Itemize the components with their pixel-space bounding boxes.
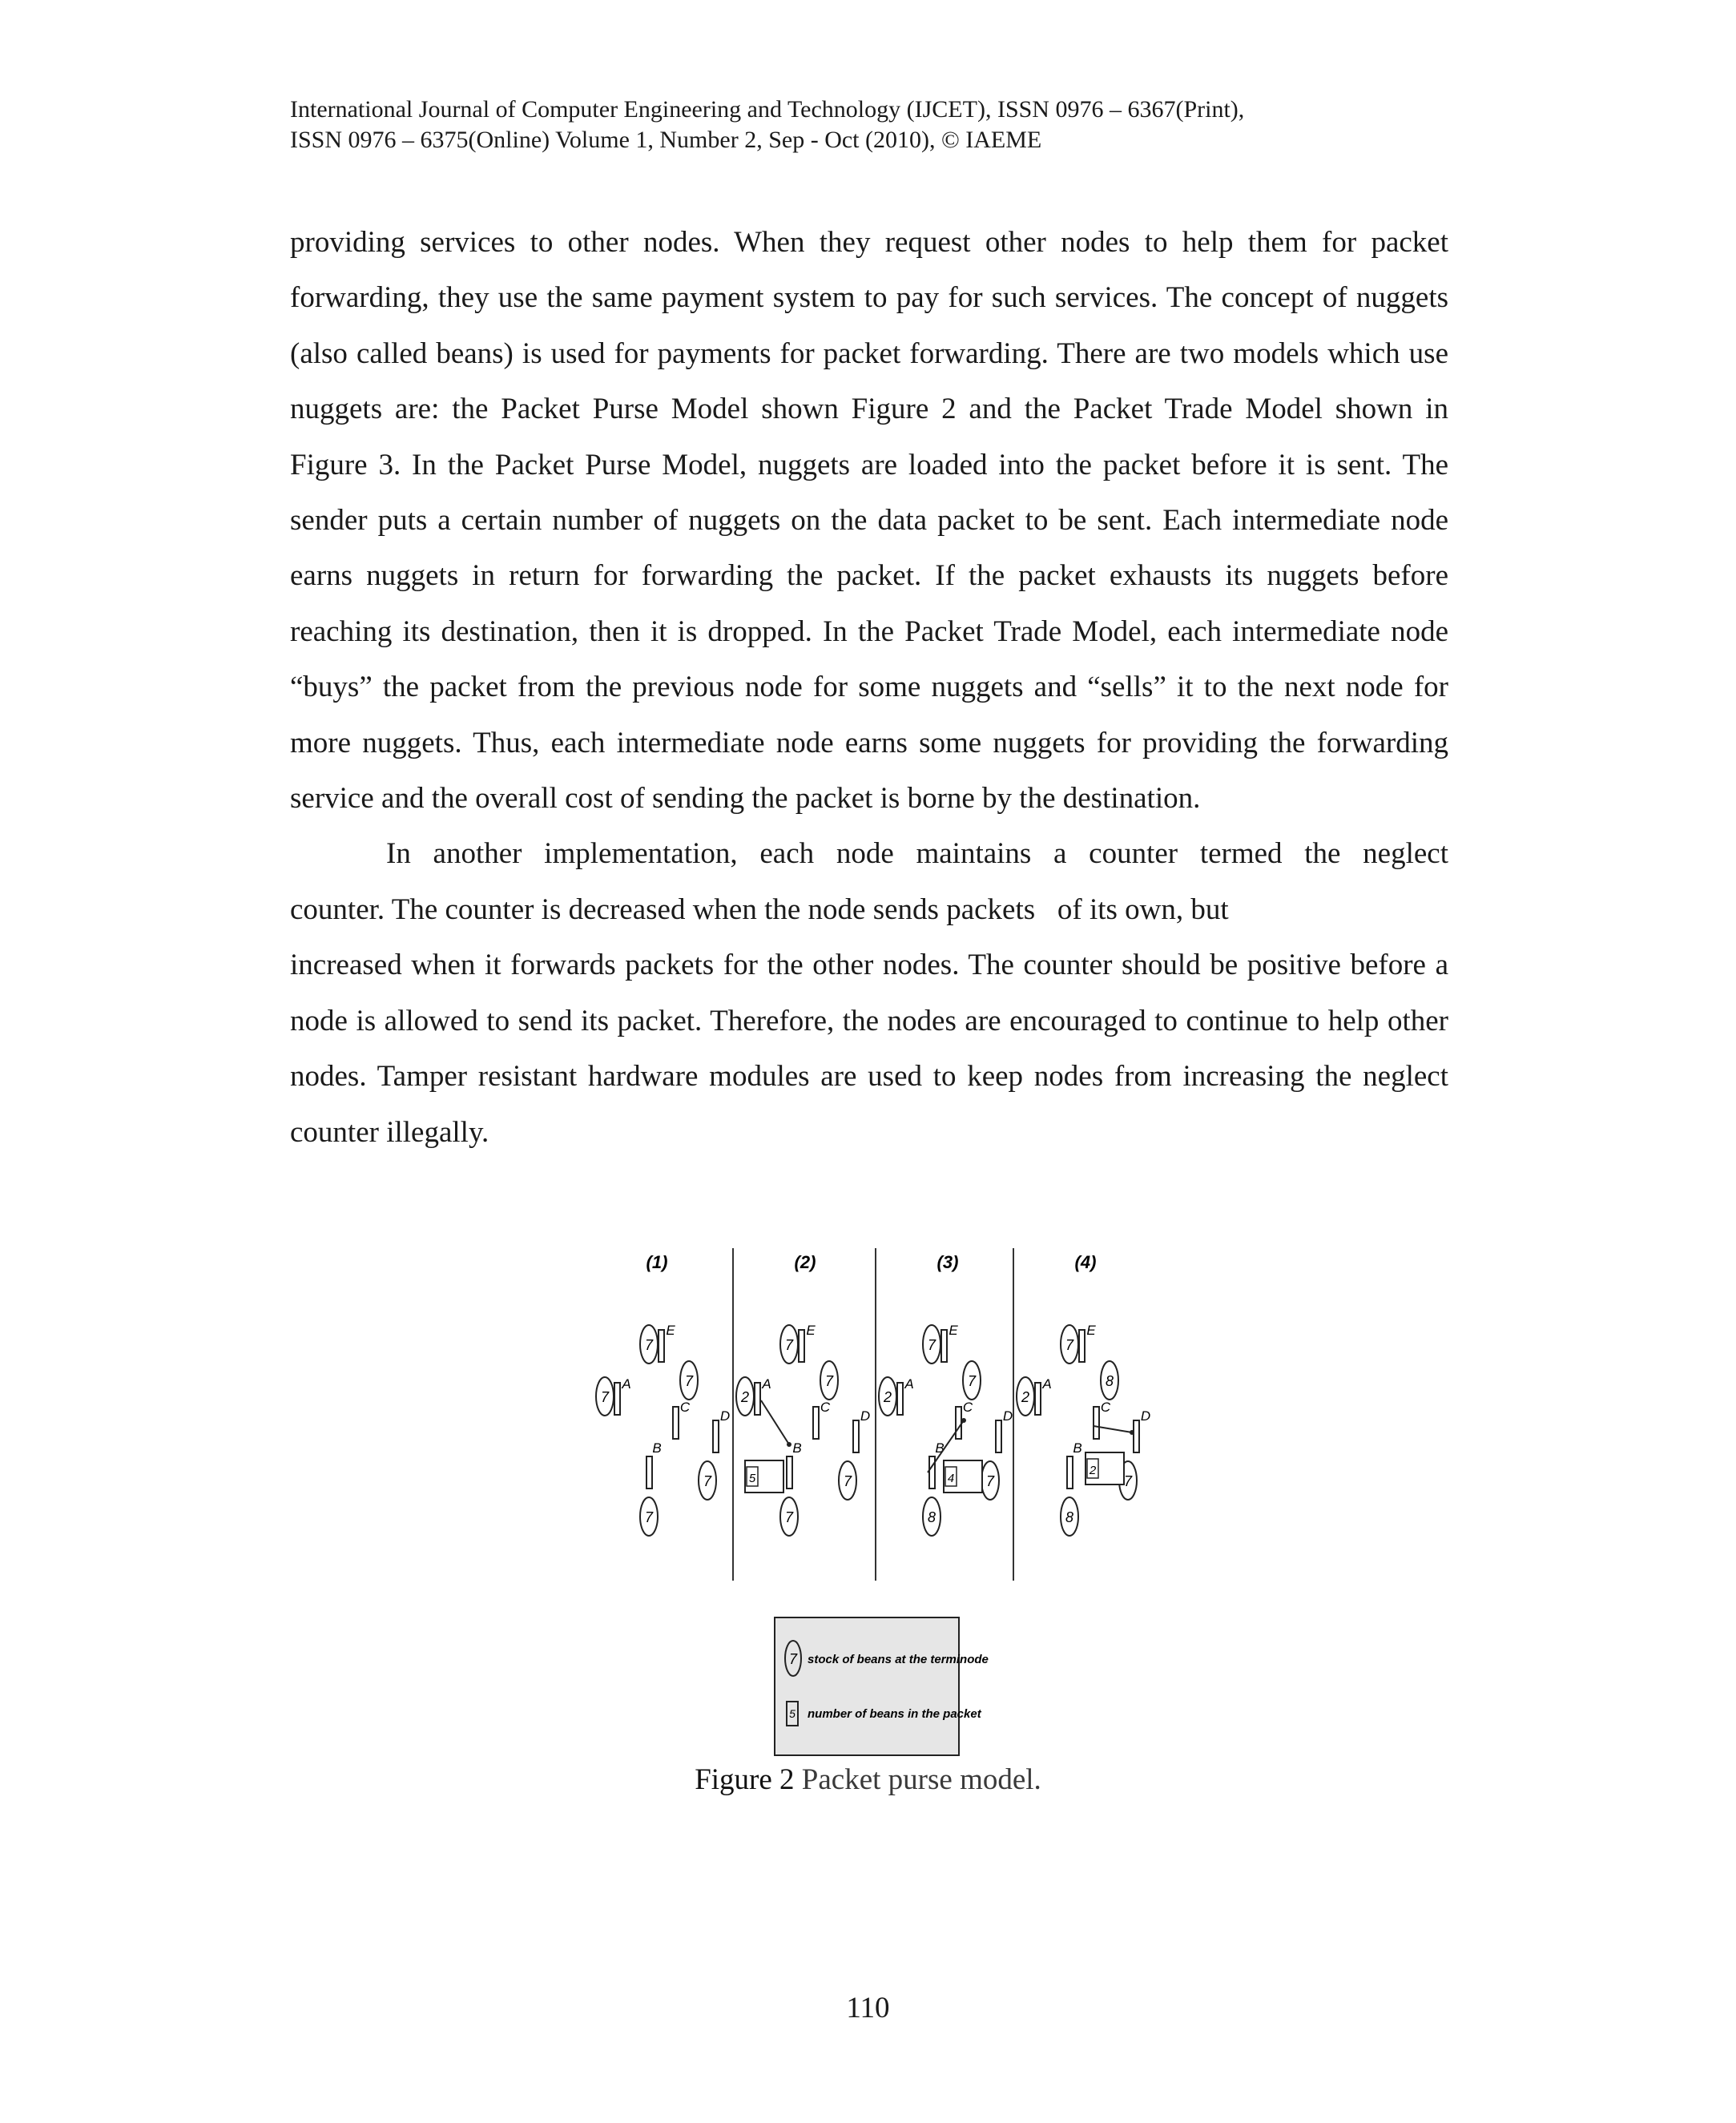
legend-box-value: 5 <box>789 1707 795 1720</box>
node-name: E <box>806 1323 816 1338</box>
node-bean-count: 7 <box>985 1473 995 1489</box>
node-name: E <box>1086 1323 1096 1338</box>
packet-bean-count: 4 <box>947 1472 955 1485</box>
node-bean-count: 7 <box>843 1473 852 1489</box>
node-bean-count: 8 <box>1065 1509 1074 1525</box>
diagram-panel <box>1017 1252 1150 1536</box>
header-line-2: ISSN 0976 – 6375(Online) Volume 1, Number 2, Sep - Oct (2010), © IAEME <box>290 127 1042 153</box>
node-name: D <box>860 1408 871 1424</box>
node-name: E <box>949 1323 958 1338</box>
paragraph-1: providing services to other nodes. When they request other nodes to help them for packet forwarding, they use the same payment system to pay for such services. The concept of nuggets (also called beans) is used for payments for packet forwarding. There are two models which use nuggets are: the Packet Purse Model shown Figure 2 and the Packet Trade Model shown in Figure 3. In the Packet Purse Model, nuggets are loaded into the packet before it is sent. The sender puts a certain number of nuggets on the data packet to be sent. Each intermediate node earns nuggets in return for forwarding the packet. If the packet exhausts its nuggets before reaching its destination, then it is dropped. In the Packet Trade Model, each intermediate node “buys” the packet from the previous node for some nuggets and “sells” it to the next node for more nuggets. Thus, each intermediate node earns some nuggets for providing the forwarding service and the overall cost of sending the packet is borne by the destination. <box>290 226 1448 816</box>
legend-box-text: number of beans in the packet <box>808 1707 981 1721</box>
node-terminal <box>941 1330 947 1362</box>
node-terminal <box>787 1456 792 1489</box>
node-bean-count: 7 <box>684 1373 694 1389</box>
paragraph-2-rest: increased when it forwards packets for the other nodes. The counter should be positive before a node is allowed to send its packet. Therefore, the nodes are encouraged to continue to help other nodes. Tamper resistant hardware modules are used to keep nodes from increasing the neglect counter illegally. <box>290 949 1448 1149</box>
node-terminal <box>1035 1383 1041 1415</box>
node-name: D <box>1002 1408 1013 1424</box>
panel-label: (4) <box>1074 1252 1097 1272</box>
node-name: A <box>904 1376 914 1392</box>
node-name: A <box>1042 1376 1052 1392</box>
node-name: C <box>820 1400 831 1415</box>
panel-label: (1) <box>646 1252 668 1272</box>
node-bean-count: 7 <box>784 1509 794 1525</box>
node-name: C <box>962 1400 973 1415</box>
node-bean-count: 7 <box>703 1473 712 1489</box>
node-bean-count: 2 <box>883 1389 892 1405</box>
node-name: D <box>719 1408 731 1424</box>
arrow-head <box>787 1442 791 1447</box>
paragraph-2 <box>290 826 1448 881</box>
node-terminal <box>646 1456 652 1489</box>
node-terminal <box>853 1420 859 1452</box>
paragraph-2-line-1: In another implementation, each node maintains a counter termed the neglect <box>386 837 1448 871</box>
node-terminal <box>813 1407 819 1439</box>
node-name: B <box>792 1440 802 1456</box>
figure-legend <box>774 1617 989 1756</box>
node-terminal <box>799 1330 804 1362</box>
packet-purse-diagram <box>593 1240 1154 1585</box>
node-bean-count: 2 <box>740 1389 750 1405</box>
node-bean-count: 7 <box>927 1337 936 1353</box>
node-name: C <box>679 1400 691 1415</box>
diagram-panel <box>596 1252 730 1536</box>
legend-circle-value: 7 <box>788 1651 798 1667</box>
node-terminal <box>996 1420 1001 1452</box>
node-bean-count: 7 <box>644 1509 654 1525</box>
arrow-head <box>1130 1430 1134 1435</box>
packet-bean-count: 2 <box>1089 1464 1097 1477</box>
node-terminal <box>956 1407 961 1439</box>
node-terminal <box>929 1456 935 1489</box>
node-terminal <box>659 1330 664 1362</box>
forward-arrow <box>761 1400 789 1444</box>
body-text <box>290 215 1448 1160</box>
panel-label: (3) <box>936 1252 959 1272</box>
journal-header <box>290 95 1452 155</box>
node-bean-count: 7 <box>600 1389 610 1405</box>
node-terminal <box>1134 1420 1139 1452</box>
node-name: A <box>762 1376 771 1392</box>
node-bean-count: 7 <box>1065 1337 1074 1353</box>
node-bean-count: 8 <box>927 1509 936 1525</box>
node-name: E <box>666 1323 675 1338</box>
legend-circle-text: stock of beans at the terminode <box>808 1653 989 1666</box>
figure-label: Figure 2 <box>695 1763 795 1796</box>
arrow-head <box>961 1418 966 1423</box>
node-name: B <box>935 1440 945 1456</box>
page-number: 110 <box>846 1992 890 2024</box>
node-name: B <box>1073 1440 1082 1456</box>
node-name: D <box>1140 1408 1151 1424</box>
node-bean-count: 7 <box>1123 1473 1133 1489</box>
node-name: B <box>652 1440 662 1456</box>
node-bean-count: 7 <box>967 1373 977 1389</box>
node-bean-count: 7 <box>784 1337 794 1353</box>
node-name: A <box>622 1376 631 1392</box>
node-bean-count: 7 <box>824 1373 834 1389</box>
packet-bean-count: 5 <box>748 1472 756 1485</box>
node-terminal <box>713 1420 719 1452</box>
diagram-panel <box>736 1252 870 1536</box>
node-terminal <box>1094 1407 1099 1439</box>
node-terminal <box>1079 1330 1085 1362</box>
node-bean-count: 8 <box>1105 1373 1114 1389</box>
node-terminal <box>1067 1456 1073 1489</box>
header-line-1: International Journal of Computer Engineering and Technology (IJCET), ISSN 0976 – 6367(Print), <box>290 96 1245 123</box>
panel-label: (2) <box>794 1252 816 1272</box>
figure-caption <box>0 1762 1736 1798</box>
diagram-panel <box>879 1252 1013 1536</box>
node-terminal <box>673 1407 679 1439</box>
node-terminal <box>614 1383 620 1415</box>
node-bean-count: 2 <box>1021 1389 1030 1405</box>
figure-caption-text: Packet purse model. <box>801 1763 1041 1796</box>
node-terminal <box>755 1383 760 1415</box>
node-name: C <box>1100 1400 1111 1415</box>
paragraph-2-line-2: counter. The counter is decreased when the node sends packets of its own, but <box>290 892 1229 926</box>
node-bean-count: 7 <box>644 1337 654 1353</box>
node-terminal <box>897 1383 903 1415</box>
